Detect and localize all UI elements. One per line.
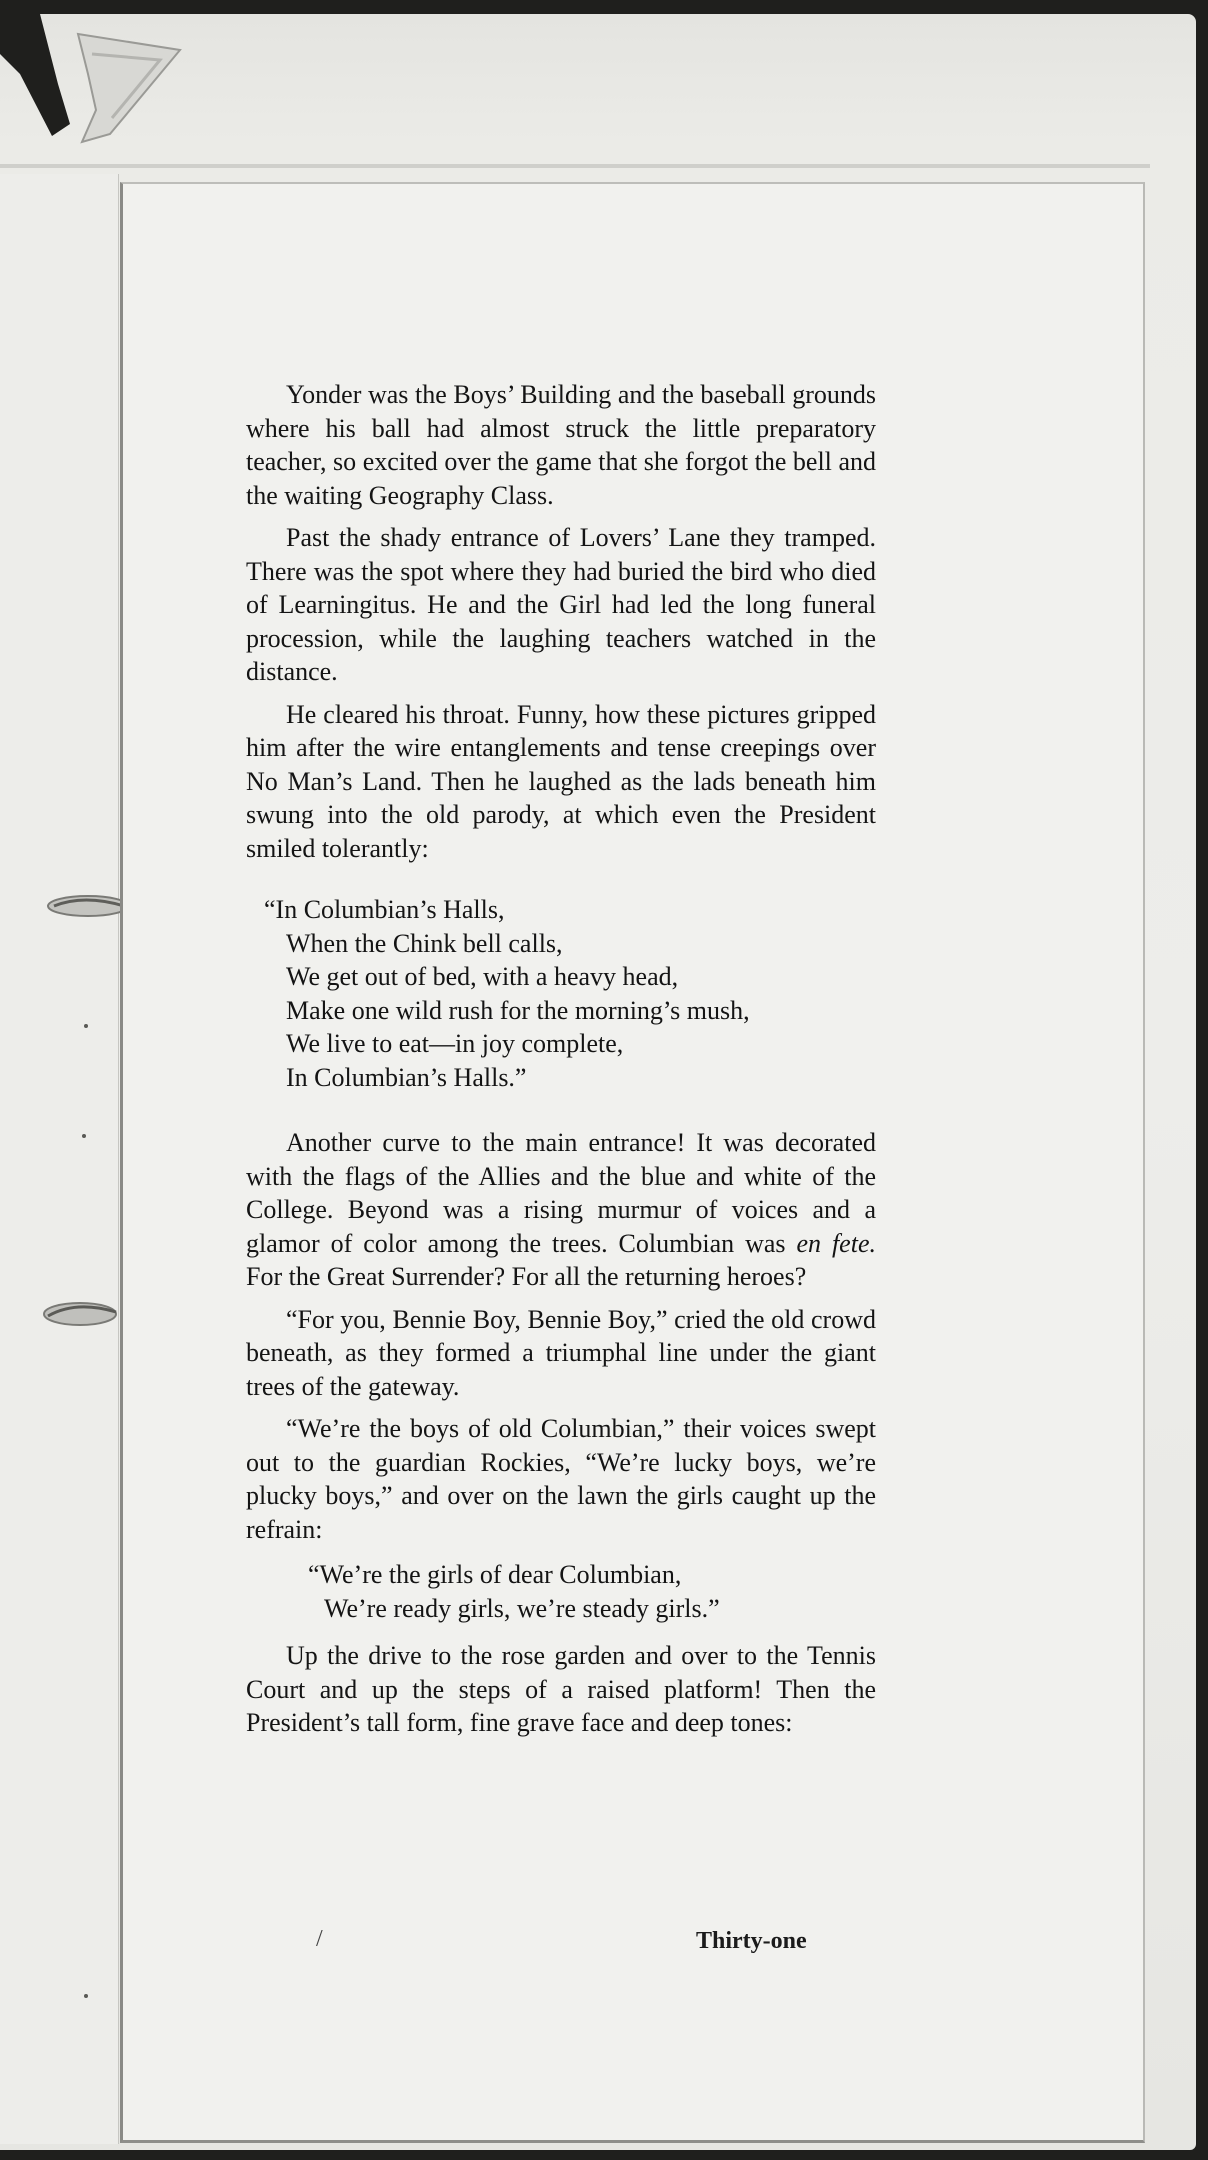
paragraph-main-entrance-end: For the Great Surrender? For all the returning heroes? xyxy=(246,1262,807,1291)
page-fold-line xyxy=(0,164,1150,168)
dust-speck xyxy=(84,1024,88,1028)
page-number: Thirty-one xyxy=(696,1928,807,1954)
binding-strip xyxy=(0,174,119,2144)
paragraph-bennie-boy: “For you, Bennie Boy, Bennie Boy,” cried the old crowd beneath, as they formed a triumphal line under the giant trees of the gateway. xyxy=(246,1304,876,1401)
paragraph-lovers-lane: Past the shady entrance of Lovers’ Lane they tramped. There was the spot where they had buried the bird who died of Learningitus. He and the Girl had led the long funeral procession, while the laughing teachers watched in the distance. xyxy=(246,523,876,686)
body-text xyxy=(246,378,876,1749)
verse-line: “In Columbian’s Halls, xyxy=(264,895,505,924)
paragraph-rose-garden: Up the drive to the rose garden and over to the Tennis Court and up the steps of a raised platform! Then the President’s tall form, fine grave face and deep tones: xyxy=(246,1641,876,1737)
italic-en-fete: en fete. xyxy=(796,1228,876,1258)
paragraph-boys-building: Yonder was the Boys’ Building and the baseball grounds where his ball had almost struck the little preparatory teacher, so excited over the game that she forgot the bell and the waiting Geography Class. xyxy=(246,380,876,510)
stray-pen-mark: / xyxy=(316,1926,323,1952)
paragraph-main-entrance xyxy=(246,1126,876,1294)
verse-line: We’re ready girls, we’re steady girls.” xyxy=(324,1593,720,1623)
paragraph-cleared-throat: He cleared his throat. Funny, how these pictures gripped him after the wire entanglements and tense creepings over No Man’s Land. Then he laughed as the lads beneath him swung into the old parody, at which even the President smiled tolerantly: xyxy=(246,699,876,863)
verse-line: When the Chink bell calls, xyxy=(286,928,563,958)
torn-corner xyxy=(0,14,190,174)
paragraph-main-entrance-start: Another curve to the main entrance! It was decorated with the flags of the Allies and the blue and white of the College. Beyond was a rising murmur of voices and a glamor of color among the trees. Columbian was xyxy=(246,1128,876,1258)
dust-speck xyxy=(84,1994,88,1998)
paragraph-boys-of-columbian: “We’re the boys of old Columbian,” their voices swept out to the guardian Rockies, “We’re lucky boys, we’re plucky boys,” and over on the lawn the girls caught up the refrain: xyxy=(246,1414,876,1544)
verse-columbians-halls xyxy=(264,893,876,1094)
verse-girls-of-columbian xyxy=(308,1558,876,1625)
verse-line: In Columbian’s Halls.” xyxy=(286,1062,527,1092)
verse-line: We live to eat—in joy complete, xyxy=(286,1029,624,1058)
verse-line: “We’re the girls of dear Columbian, xyxy=(308,1560,682,1589)
verse-line: Make one wild rush for the morning’s mush, xyxy=(286,995,750,1025)
dust-speck xyxy=(82,1134,86,1138)
verse-line: We get out of bed, with a heavy head, xyxy=(286,962,679,991)
